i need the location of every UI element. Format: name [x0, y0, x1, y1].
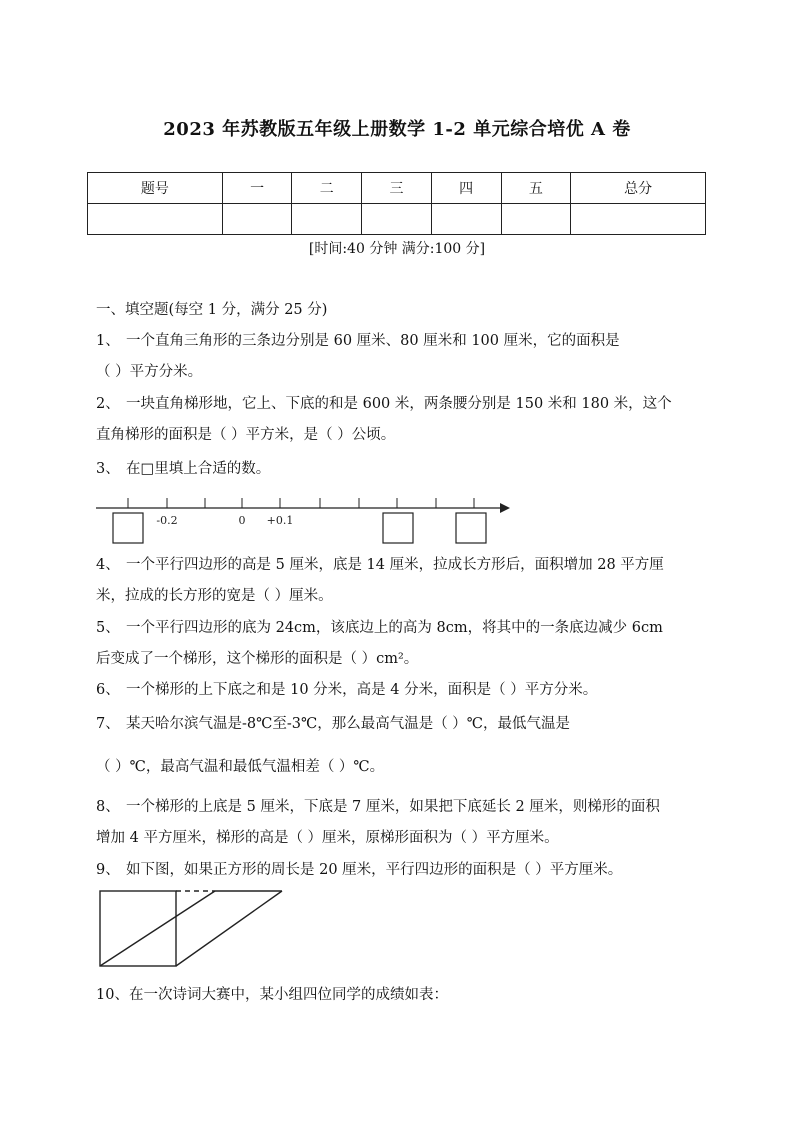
time-info: [时间:40 分钟 满分:100 分] [308, 241, 486, 257]
number-line-arrow-icon [500, 503, 510, 513]
answer-box[interactable] [383, 513, 413, 543]
answer-box[interactable] [456, 513, 486, 543]
number-line-ticks [128, 498, 474, 508]
number-line-label: 0 [238, 514, 246, 527]
parallelogram-left-edge [100, 891, 215, 966]
answer-box[interactable] [113, 513, 143, 543]
number-line-label: +0.1 [266, 514, 294, 527]
score-header-cell: 题号 [88, 173, 223, 204]
question-5-line-2: 后变成了一个梯形，这个梯形的面积是（ ）cm²。 [96, 651, 419, 667]
question-1-line-2: （ ）平方分米。 [96, 364, 203, 380]
question-10 [96, 985, 448, 1005]
question-number: 10、 [96, 987, 129, 1003]
number-line-label: -0.2 [156, 514, 178, 527]
question-6 [96, 680, 597, 700]
question-number: 4、 [96, 557, 120, 573]
square-parallelogram-figure [100, 891, 282, 966]
score-header-cell: 一 [222, 173, 292, 204]
question-number: 6、 [96, 682, 120, 698]
question-text: 一个直角三角形的三条边分别是 60 厘米、80 厘米和 100 厘米，它的面积是 [126, 333, 620, 349]
question-text: 一个梯形的上下底之和是 10 分米，高是 4 分米，面积是（ ）平方分米。 [126, 682, 598, 698]
score-header-cell: 总分 [571, 173, 706, 204]
question-number: 7、 [96, 716, 120, 732]
question-8 [96, 797, 660, 817]
score-header-cell: 五 [501, 173, 571, 204]
page-title: 2023 年苏教版五年级上册数学 1-2 单元综合培优 A 卷 [163, 119, 631, 140]
question-4 [96, 555, 664, 575]
question-text: 在一次诗词大赛中，某小组四位同学的成绩如表： [128, 987, 448, 1003]
question-text: 一个平行四边形的高是 5 厘米，底是 14 厘米，拉成长方形后，面积增加 28 平方厘 [126, 557, 664, 573]
question-2-line-2: 直角梯形的面积是（ ）平方米，是（ ）公顷。 [96, 427, 396, 443]
question-text: 一块直角梯形地，它上、下底的和是 600 米，两条腰分别是 150 米和 180 米，这个 [126, 396, 672, 412]
question-number: 5、 [96, 620, 120, 636]
score-header-cell: 四 [431, 173, 501, 204]
score-header-cell: 二 [292, 173, 362, 204]
question-5 [96, 618, 663, 638]
question-text: 一个梯形的上底是 5 厘米，下底是 7 厘米，如果把下底延长 2 厘米，则梯形的面积 [126, 799, 660, 815]
question-text: 如下图，如果正方形的周长是 20 厘米，平行四边形的面积是（ ）平方厘米。 [126, 862, 623, 878]
question-number: 3、 [96, 461, 120, 477]
section-heading: 一、填空题(每空 1 分，满分 25 分) [96, 302, 328, 318]
question-number: 1、 [96, 333, 120, 349]
question-number: 8、 [96, 799, 120, 815]
question-text: 某天哈尔滨气温是-8℃至-3℃，那么最高气温是（ ）℃，最低气温是 [126, 716, 571, 732]
question-4-line-2: 米，拉成的长方形的宽是（ ）厘米。 [96, 588, 333, 604]
question-number: 2、 [96, 396, 120, 412]
question-text: 在□里填上合适的数。 [126, 461, 271, 477]
question-number: 9、 [96, 862, 120, 878]
question-7-line-2: （ ）℃，最高气温和最低气温相差（ ）℃。 [96, 759, 385, 775]
question-text: 一个平行四边形的底为 24cm，该底边上的高为 8cm，将其中的一条底边减少 6cm [126, 620, 663, 636]
question-7 [96, 714, 570, 734]
parallelogram-right-edge [176, 891, 282, 966]
score-header-cell: 三 [362, 173, 432, 204]
question-8-line-2: 增加 4 平方厘米，梯形的高是（ ）厘米，原梯形面积为（ ）平方厘米。 [96, 830, 559, 846]
square-shape [100, 891, 176, 966]
question-9 [96, 860, 622, 880]
